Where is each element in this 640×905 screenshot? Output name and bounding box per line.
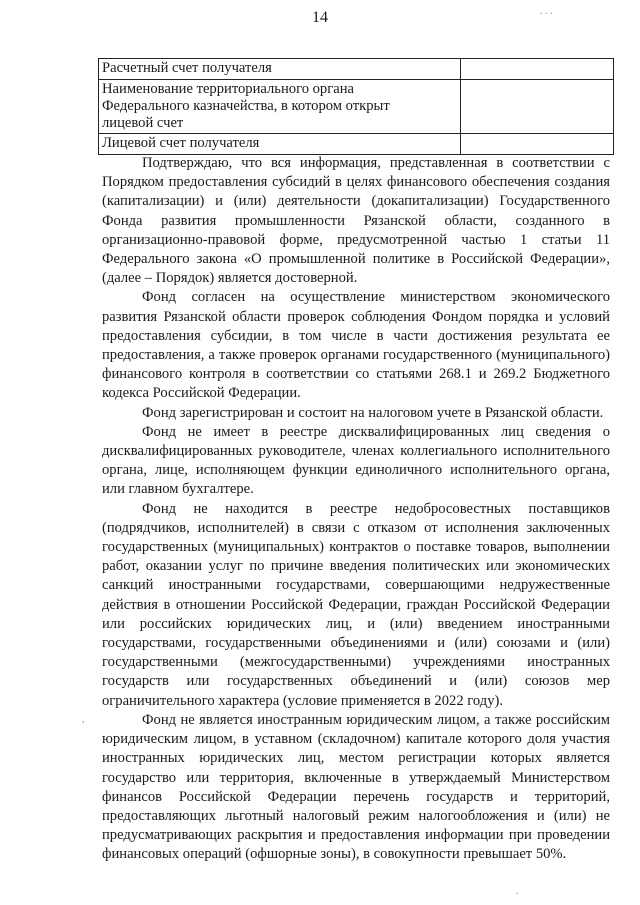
scan-artifact: ,: [82, 714, 85, 725]
scan-artifact: . . .: [540, 6, 553, 17]
table-cell-label: Наименование территориального органа Федерального казначейства, в котором открыт лицевой счет: [99, 80, 461, 134]
paragraph-confirmation: Подтверждаю, что вся информация, представленная в соответствии с Порядком предоставления субсидий в целях финансового обеспечения создания (капитализации) и (или) деятельности (докапитализации) Государственного Фонда развития промышленности Рязанской области, созданного в организационно-правовой форме, предусмотренной частью 1 статьи 11 Федерального закона «О промышленной политике в Российской Федерации», (далее – Порядок) является достоверной.: [102, 155, 610, 287]
table-cell-value: [461, 134, 614, 155]
table-row: [99, 80, 614, 134]
table-row: [99, 134, 614, 155]
paragraph-tax-registration: Фонд зарегистрирован и состоит на налоговом учете в Рязанской области.: [142, 404, 604, 421]
table-cell-label: Лицевой счет получателя: [99, 134, 461, 155]
table-row: [99, 59, 614, 80]
paragraph-inspection-consent: Фонд согласен на осуществление министерством экономического развития Рязанской области проверок соблюдения Фондом порядка и условий предоставления субсидии, в том числе в части достижения результата ее предоставления, а также проверок органами государственного (муниципального) финансового контроля в соответствии со статьями 268.1 и 269.2 Бюджетного кодекса Российской Федерации.: [102, 289, 610, 402]
table-cell-value: [461, 59, 614, 80]
scan-artifact: .: [516, 886, 519, 897]
table-cell-label: Расчетный счет получателя: [99, 59, 461, 80]
paragraph-disqualified-registry: Фонд не имеет в реестре дисквалифицированных лиц сведения о дисквалифицированных руководителе, членах коллегиального исполнительного органа, лице, исполняющем функции единоличного исполнительного органа, или главном бухгалтере.: [102, 423, 610, 498]
bank-details-table: [98, 58, 614, 155]
table-cell-value: [461, 80, 614, 134]
paragraph-unfair-suppliers: Фонд не находится в реестре недобросовестных поставщиков (подрядчиков, исполнителей) в связи с отказом от исполнения заключенных государственных (муниципальных) контрактов о поставке товаров, выполнении работ, оказании услуг по причине введения политических или экономических санкций иностранными государствами, совершающими недружественные действия в отношении Российской Федерации, граждан Российской Федерации или российских юридических лиц, и (или) введением иностранными государствами, государственными объединениями и (или) союзами и (или) государственными (межгосударственными) учреждениями иностранных государств или государственных объединений и (или) союзов мер ограничительного характера (условие применяется в 2022 году).: [102, 500, 610, 709]
paragraph-foreign-entity: Фонд не является иностранным юридическим лицом, а также российским юридическим лицом, в уставном (складочном) капитале которого доля участия иностранных юридических лиц, местом регистрации которых является государство или территория, включенные в утверждаемый Министерством финансов Российской Федерации перечень государств и территорий, предоставляющих льготный налоговый режим налогообложения и (или) не предусматривающих раскрытия и предоставления информации при проведении финансовых операций (офшорные зоны), в совокупности превышает 50%.: [102, 711, 610, 863]
document-body: [102, 154, 610, 865]
page-number: 14: [312, 9, 328, 26]
